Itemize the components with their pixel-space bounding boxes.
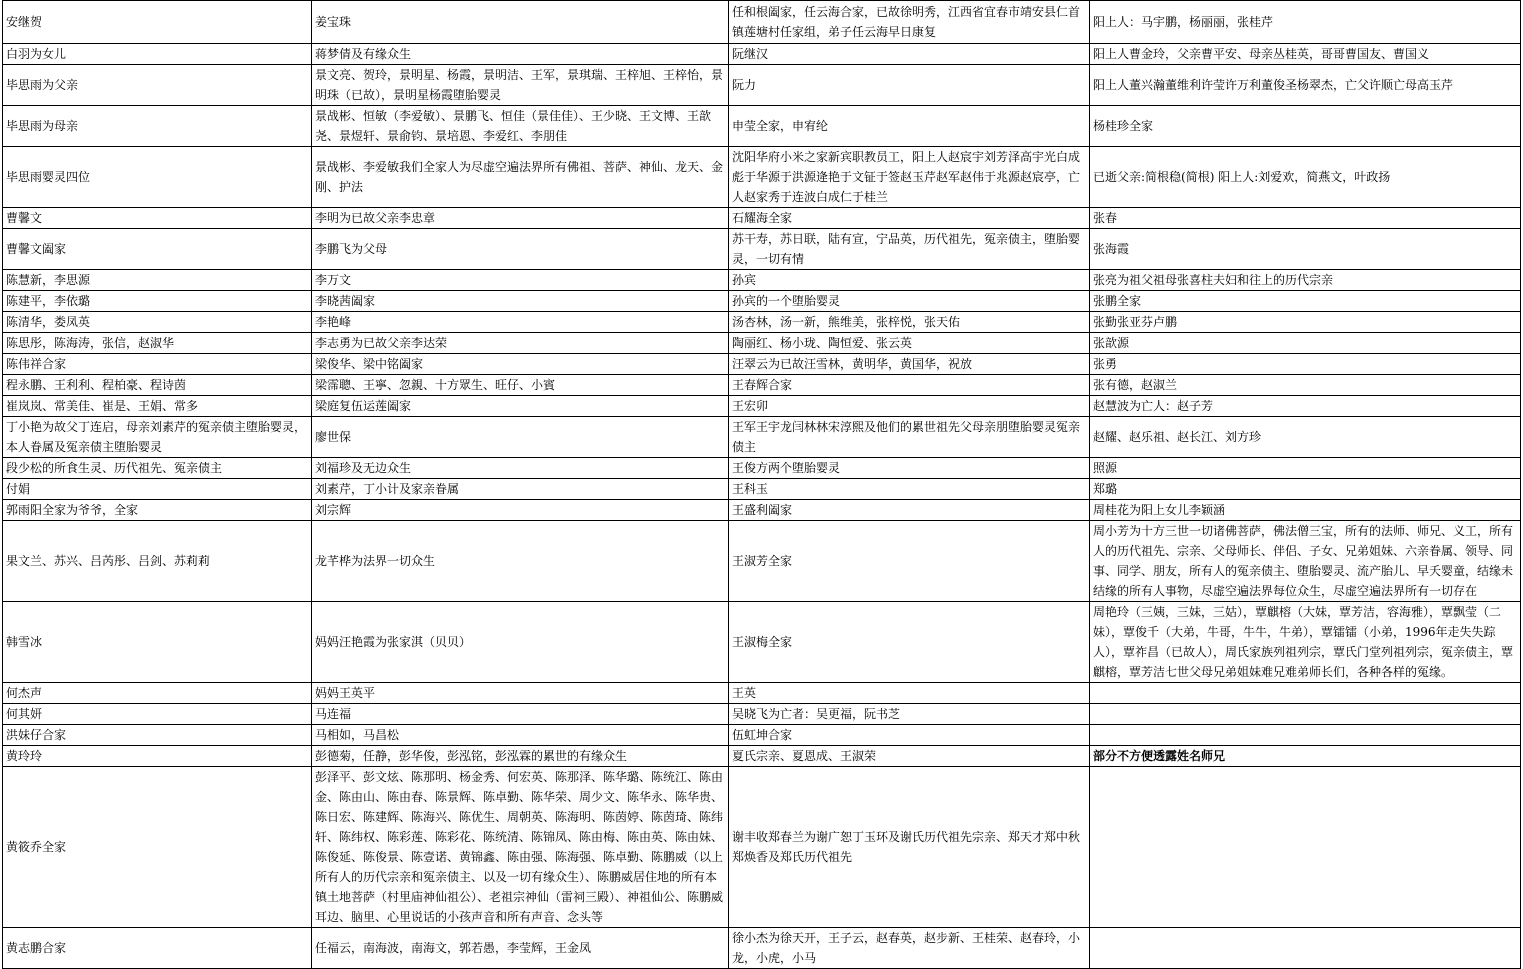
table-cell[interactable]: 周艳玲（三姨，三妹，三姑），覃麒榕（大妹，覃芳洁，容海雅），覃飘莹（二妹），覃俊千（大弟，牛哥，牛牛，牛弟），覃镭镭（小弟，1996年走失失踪人），覃祚昌（已故人），周氏家族列祖列宗，覃氏门堂列祖列宗，冤亲债主，覃麒榕，覃芳洁七世父母兄弟姐妹难兄难弟师长们，各种各样的冤缘。 — [1090, 602, 1521, 683]
table-cell[interactable]: 沈阳华府小米之家新宾职教员工，阳上人赵宸宇刘芳泽高宇光白成彪于华源于洪源逄艳于文钲于签赵玉芹赵军赵伟于兆源赵宸亭，亡人赵家秀于连波白成仁于桂兰 — [729, 147, 1090, 208]
table-cell[interactable]: 赵慧波为亡人：赵子芳 — [1090, 396, 1521, 417]
table-row — [3, 106, 1521, 147]
table-cell[interactable]: 白羽为女儿 — [3, 44, 312, 65]
table-cell[interactable]: 妈妈汪艳霞为张家淇（贝贝） — [312, 602, 729, 683]
table-row — [3, 291, 1521, 312]
table-cell[interactable]: 陈慧新，李思源 — [3, 270, 312, 291]
table-cell[interactable]: 李明为已故父亲李忠章 — [312, 208, 729, 229]
table-cell[interactable]: 张亮为祖父祖母张喜柱夫妇和往上的历代宗亲 — [1090, 270, 1521, 291]
table-cell[interactable]: 王宏卯 — [729, 396, 1090, 417]
table-cell[interactable]: 陶丽红、杨小珑、陶恒爱、张云英 — [729, 333, 1090, 354]
table-cell[interactable]: 申莹全家，申宥纶 — [729, 106, 1090, 147]
table-cell[interactable]: 张春 — [1090, 208, 1521, 229]
table-row — [3, 229, 1521, 270]
table-cell[interactable]: 刘宗辉 — [312, 500, 729, 521]
table-row — [3, 602, 1521, 683]
table-row — [3, 312, 1521, 333]
table-cell[interactable]: 刘素芹，丁小计及家亲眷属 — [312, 479, 729, 500]
table-cell[interactable]: 周桂花为阳上女儿李颖涵 — [1090, 500, 1521, 521]
table-cell[interactable]: 龙芊桦为法界一切众生 — [312, 521, 729, 602]
table-cell[interactable]: 徐小杰为徐天开，王子云，赵春英，赵步新、王桂荣、赵春玲，小龙，小虎，小马 — [729, 928, 1090, 969]
table-row — [3, 500, 1521, 521]
table-cell[interactable]: 马连福 — [312, 704, 729, 725]
table-cell[interactable]: 蒋梦倩及有缘众生 — [312, 44, 729, 65]
table-cell[interactable]: 程永鹏、王利利、程柏豪、程诗茵 — [3, 375, 312, 396]
table-cell[interactable]: 王春辉合家 — [729, 375, 1090, 396]
table-cell[interactable]: 李艳峰 — [312, 312, 729, 333]
table-cell[interactable]: 郭雨阳全家为爷爷，全家 — [3, 500, 312, 521]
table-cell[interactable]: 张勇 — [1090, 354, 1521, 375]
table-cell[interactable]: 陈伟祥合家 — [3, 354, 312, 375]
table-cell[interactable]: 曹馨文 — [3, 208, 312, 229]
table-row — [3, 521, 1521, 602]
table-cell[interactable]: 梁庭复伍运莲阖家 — [312, 396, 729, 417]
table-cell[interactable] — [1090, 683, 1521, 704]
table-cell[interactable]: 曹馨文阖家 — [3, 229, 312, 270]
table-cell[interactable]: 吴晓飞为亡者：吴更福，阮书芝 — [729, 704, 1090, 725]
table-cell[interactable]: 果文兰、苏兴、吕芮彤、吕剑、苏莉莉 — [3, 521, 312, 602]
table-cell[interactable]: 伍虹坤合家 — [729, 725, 1090, 746]
table-cell[interactable]: 谢丰收郑春兰为谢广恕丁玉环及谢氏历代祖先宗亲、郑天才郑中秋郑焕香及郑氏历代祖先 — [729, 767, 1090, 928]
table-cell[interactable] — [1090, 767, 1521, 928]
table-row — [3, 928, 1521, 969]
table-cell[interactable]: 黄玲玲 — [3, 746, 312, 767]
spreadsheet-body — [3, 1, 1521, 969]
table-cell[interactable]: 周小芳为十方三世一切诸佛菩萨，佛法僧三宝，所有的法师、师兄、义工，所有人的历代祖先、宗亲、父母师长、伴侣、子女、兄弟姐妹、六亲眷属、领导、同事、同学、朋友，所有人的冤亲债主、堕胎婴灵、流产胎儿、早夭婴童，结缘未结缘的所有人事物，尽虚空遍法界每位众生，尽虚空遍法界所有一切存在 — [1090, 521, 1521, 602]
table-row — [3, 683, 1521, 704]
table-row — [3, 44, 1521, 65]
table-cell[interactable]: 景战彬、恒敏（李爱敏）、景鹏飞、恒佳（景佳佳）、王少晓、王文博、王歆尧、景煜轩、景俞钧、景培恩、李爱红、李朋佳 — [312, 106, 729, 147]
table-cell[interactable]: 梁霈聰、王寧、忽親、十方眾生、旺仔、小賓 — [312, 375, 729, 396]
table-cell[interactable]: 阳上人曹金玲，父亲曹平安、母亲丛桂英，哥哥曹国友、曹国义 — [1090, 44, 1521, 65]
table-cell[interactable]: 付娟 — [3, 479, 312, 500]
table-cell[interactable]: 张海霞 — [1090, 229, 1521, 270]
table-cell[interactable]: 毕思雨为父亲 — [3, 65, 312, 106]
table-row — [3, 147, 1521, 208]
table-row — [3, 208, 1521, 229]
table-cell[interactable]: 阳上人：马宇鹏，杨丽丽，张桂芹 — [1090, 1, 1521, 44]
table-cell[interactable]: 李志勇为已故父亲李达荣 — [312, 333, 729, 354]
table-cell[interactable]: 汤杏林，汤一新，熊维美，张梓悦，张天佑 — [729, 312, 1090, 333]
table-row — [3, 458, 1521, 479]
table-cell[interactable]: 丁小艳为故父丁连启，母亲刘素芹的冤亲债主堕胎婴灵，本人眷属及冤亲债主堕胎婴灵 — [3, 417, 312, 458]
table-cell[interactable]: 彭德菊，任静，彭华俊，彭泓铭，彭泓霖的累世的有缘众生 — [312, 746, 729, 767]
table-cell[interactable]: 崔岚岚、常美佳、崔是、王娟、常多 — [3, 396, 312, 417]
spreadsheet-table — [2, 0, 1521, 969]
table-cell[interactable]: 王淑梅全家 — [729, 602, 1090, 683]
table-row — [3, 1, 1521, 44]
table-cell[interactable]: 姜宝珠 — [312, 1, 729, 44]
table-row — [3, 746, 1521, 767]
table-cell[interactable]: 段少松的所食生灵、历代祖先、冤亲债主 — [3, 458, 312, 479]
table-cell[interactable]: 张勤张亚芬卢鹏 — [1090, 312, 1521, 333]
table-cell[interactable]: 马相如，马昌松 — [312, 725, 729, 746]
table-cell[interactable]: 景战彬、李爱敏我们全家人为尽虚空遍法界所有佛祖、菩萨、神仙、龙天、金刚、护法 — [312, 147, 729, 208]
table-row — [3, 725, 1521, 746]
table-cell[interactable]: 汪翠云为已故汪雪林，黄明华，黄国华，祝放 — [729, 354, 1090, 375]
table-cell[interactable]: 李万文 — [312, 270, 729, 291]
table-cell[interactable]: 妈妈王英平 — [312, 683, 729, 704]
table-row — [3, 270, 1521, 291]
table-cell[interactable]: 夏氏宗亲、夏恩成、王淑荣 — [729, 746, 1090, 767]
table-cell[interactable]: 彭泽平、彭文炫、陈那明、杨金秀、何宏英、陈那泽、陈华璐、陈统江、陈由金、陈由山、陈由春、陈景辉、陈卓勤、陈华荣、周少文、陈华永、陈华贵、陈日宏、陈建辉、陈海兴、陈优生、周朝英、陈海明、陈茵婷、陈茵琦、陈纬轩、陈纬权、陈彩莲、陈彩花、陈统清、陈锦凤、陈由梅、陈由英、陈由妹、陈俊延、陈俊景、陈壹诺、黄锦鑫、陈由强、陈海强、陈卓勤、陈鹏威（以上所有人的历代宗亲和冤亲债主、以及一切有缘众生）、陈鹏威居住地的所有本镇土地菩萨（村里庙神仙祖公）、老祖宗神仙（雷祠三殿）、神祖仙公、陈鹏威耳边、脑里、心里说话的小孩声音和所有声音、念头等 — [312, 767, 729, 928]
table-cell[interactable] — [1090, 704, 1521, 725]
table-row — [3, 354, 1521, 375]
table-cell[interactable]: 张鹏全家 — [1090, 291, 1521, 312]
table-cell[interactable]: 陈清华，娄凤英 — [3, 312, 312, 333]
table-cell[interactable]: 刘福珍及无边众生 — [312, 458, 729, 479]
table-cell[interactable]: 景文亮、贺玲，景明星、杨霞，景明洁、王军，景琪瑞、王梓旭、王梓怡，景明珠（已故），景明星杨霞堕胎婴灵 — [312, 65, 729, 106]
table-cell[interactable]: 苏干寿，苏日联，陆有宣，宁品英，历代祖先，冤亲债主，堕胎婴灵，一切有情 — [729, 229, 1090, 270]
table-cell[interactable] — [1090, 928, 1521, 969]
table-cell[interactable]: 部分不方便透露姓名师兄 — [1090, 746, 1521, 767]
table-cell[interactable]: 已逝父亲:简根稳(简根) 阳上人:刘爱欢，简燕文，叶政扬 — [1090, 147, 1521, 208]
table-row — [3, 333, 1521, 354]
table-row — [3, 417, 1521, 458]
table-cell[interactable]: 洪妹仔合家 — [3, 725, 312, 746]
table-cell[interactable]: 王盛利阖家 — [729, 500, 1090, 521]
table-cell[interactable]: 陈建平，李依璐 — [3, 291, 312, 312]
table-row — [3, 704, 1521, 725]
table-cell[interactable]: 王军王宇龙闫林林宋淳熙及他们的累世祖先父母亲朋堕胎婴灵冤亲债主 — [729, 417, 1090, 458]
table-cell[interactable]: 孙宾 — [729, 270, 1090, 291]
table-cell[interactable]: 张有德，赵淑兰 — [1090, 375, 1521, 396]
table-cell[interactable]: 孙宾的一个堕胎婴灵 — [729, 291, 1090, 312]
table-cell[interactable]: 李鹏飞为父母 — [312, 229, 729, 270]
table-cell[interactable]: 任福云，南海波，南海文，郭若愚，李莹辉，王金凤 — [312, 928, 729, 969]
table-cell[interactable]: 黄筱乔全家 — [3, 767, 312, 928]
table-cell[interactable]: 何杰声 — [3, 683, 312, 704]
table-cell[interactable]: 郑璐 — [1090, 479, 1521, 500]
table-cell[interactable]: 王淑芳全家 — [729, 521, 1090, 602]
table-cell[interactable]: 王科玉 — [729, 479, 1090, 500]
table-cell[interactable]: 陈思彤，陈海涛，张信，赵淑华 — [3, 333, 312, 354]
table-cell[interactable]: 张歆源 — [1090, 333, 1521, 354]
table-cell[interactable] — [1090, 725, 1521, 746]
table-row — [3, 65, 1521, 106]
table-row — [3, 375, 1521, 396]
table-cell[interactable]: 毕思雨婴灵四位 — [3, 147, 312, 208]
table-cell[interactable]: 安继贺 — [3, 1, 312, 44]
table-cell[interactable]: 何其妍 — [3, 704, 312, 725]
table-row — [3, 479, 1521, 500]
table-cell[interactable]: 韩雪冰 — [3, 602, 312, 683]
table-cell[interactable]: 阮继汉 — [729, 44, 1090, 65]
table-cell[interactable]: 黄志鹏合家 — [3, 928, 312, 969]
table-cell[interactable]: 石耀海全家 — [729, 208, 1090, 229]
table-cell[interactable]: 阳上人董兴瀚董维利许莹许万利董俊圣杨翠杰，亡父许顺亡母高玉芹 — [1090, 65, 1521, 106]
table-row — [3, 396, 1521, 417]
table-cell[interactable]: 赵耀、赵乐祖、赵长江、刘方珍 — [1090, 417, 1521, 458]
table-row — [3, 767, 1521, 928]
table-cell[interactable]: 李晓茜阖家 — [312, 291, 729, 312]
table-cell[interactable]: 照源 — [1090, 458, 1521, 479]
table-cell[interactable]: 任和根阖家，任云海合家，已故徐明秀，江西省宜春市靖安县仁首镇莲塘村任家组，弟子任云海早日康复 — [729, 1, 1090, 44]
table-cell[interactable]: 廖世保 — [312, 417, 729, 458]
table-cell[interactable]: 杨桂珍全家 — [1090, 106, 1521, 147]
table-cell[interactable]: 毕思雨为母亲 — [3, 106, 312, 147]
table-cell[interactable]: 王英 — [729, 683, 1090, 704]
table-cell[interactable]: 王俊方两个堕胎婴灵 — [729, 458, 1090, 479]
table-cell[interactable]: 阮力 — [729, 65, 1090, 106]
table-cell[interactable]: 梁俊华、梁中铭阖家 — [312, 354, 729, 375]
